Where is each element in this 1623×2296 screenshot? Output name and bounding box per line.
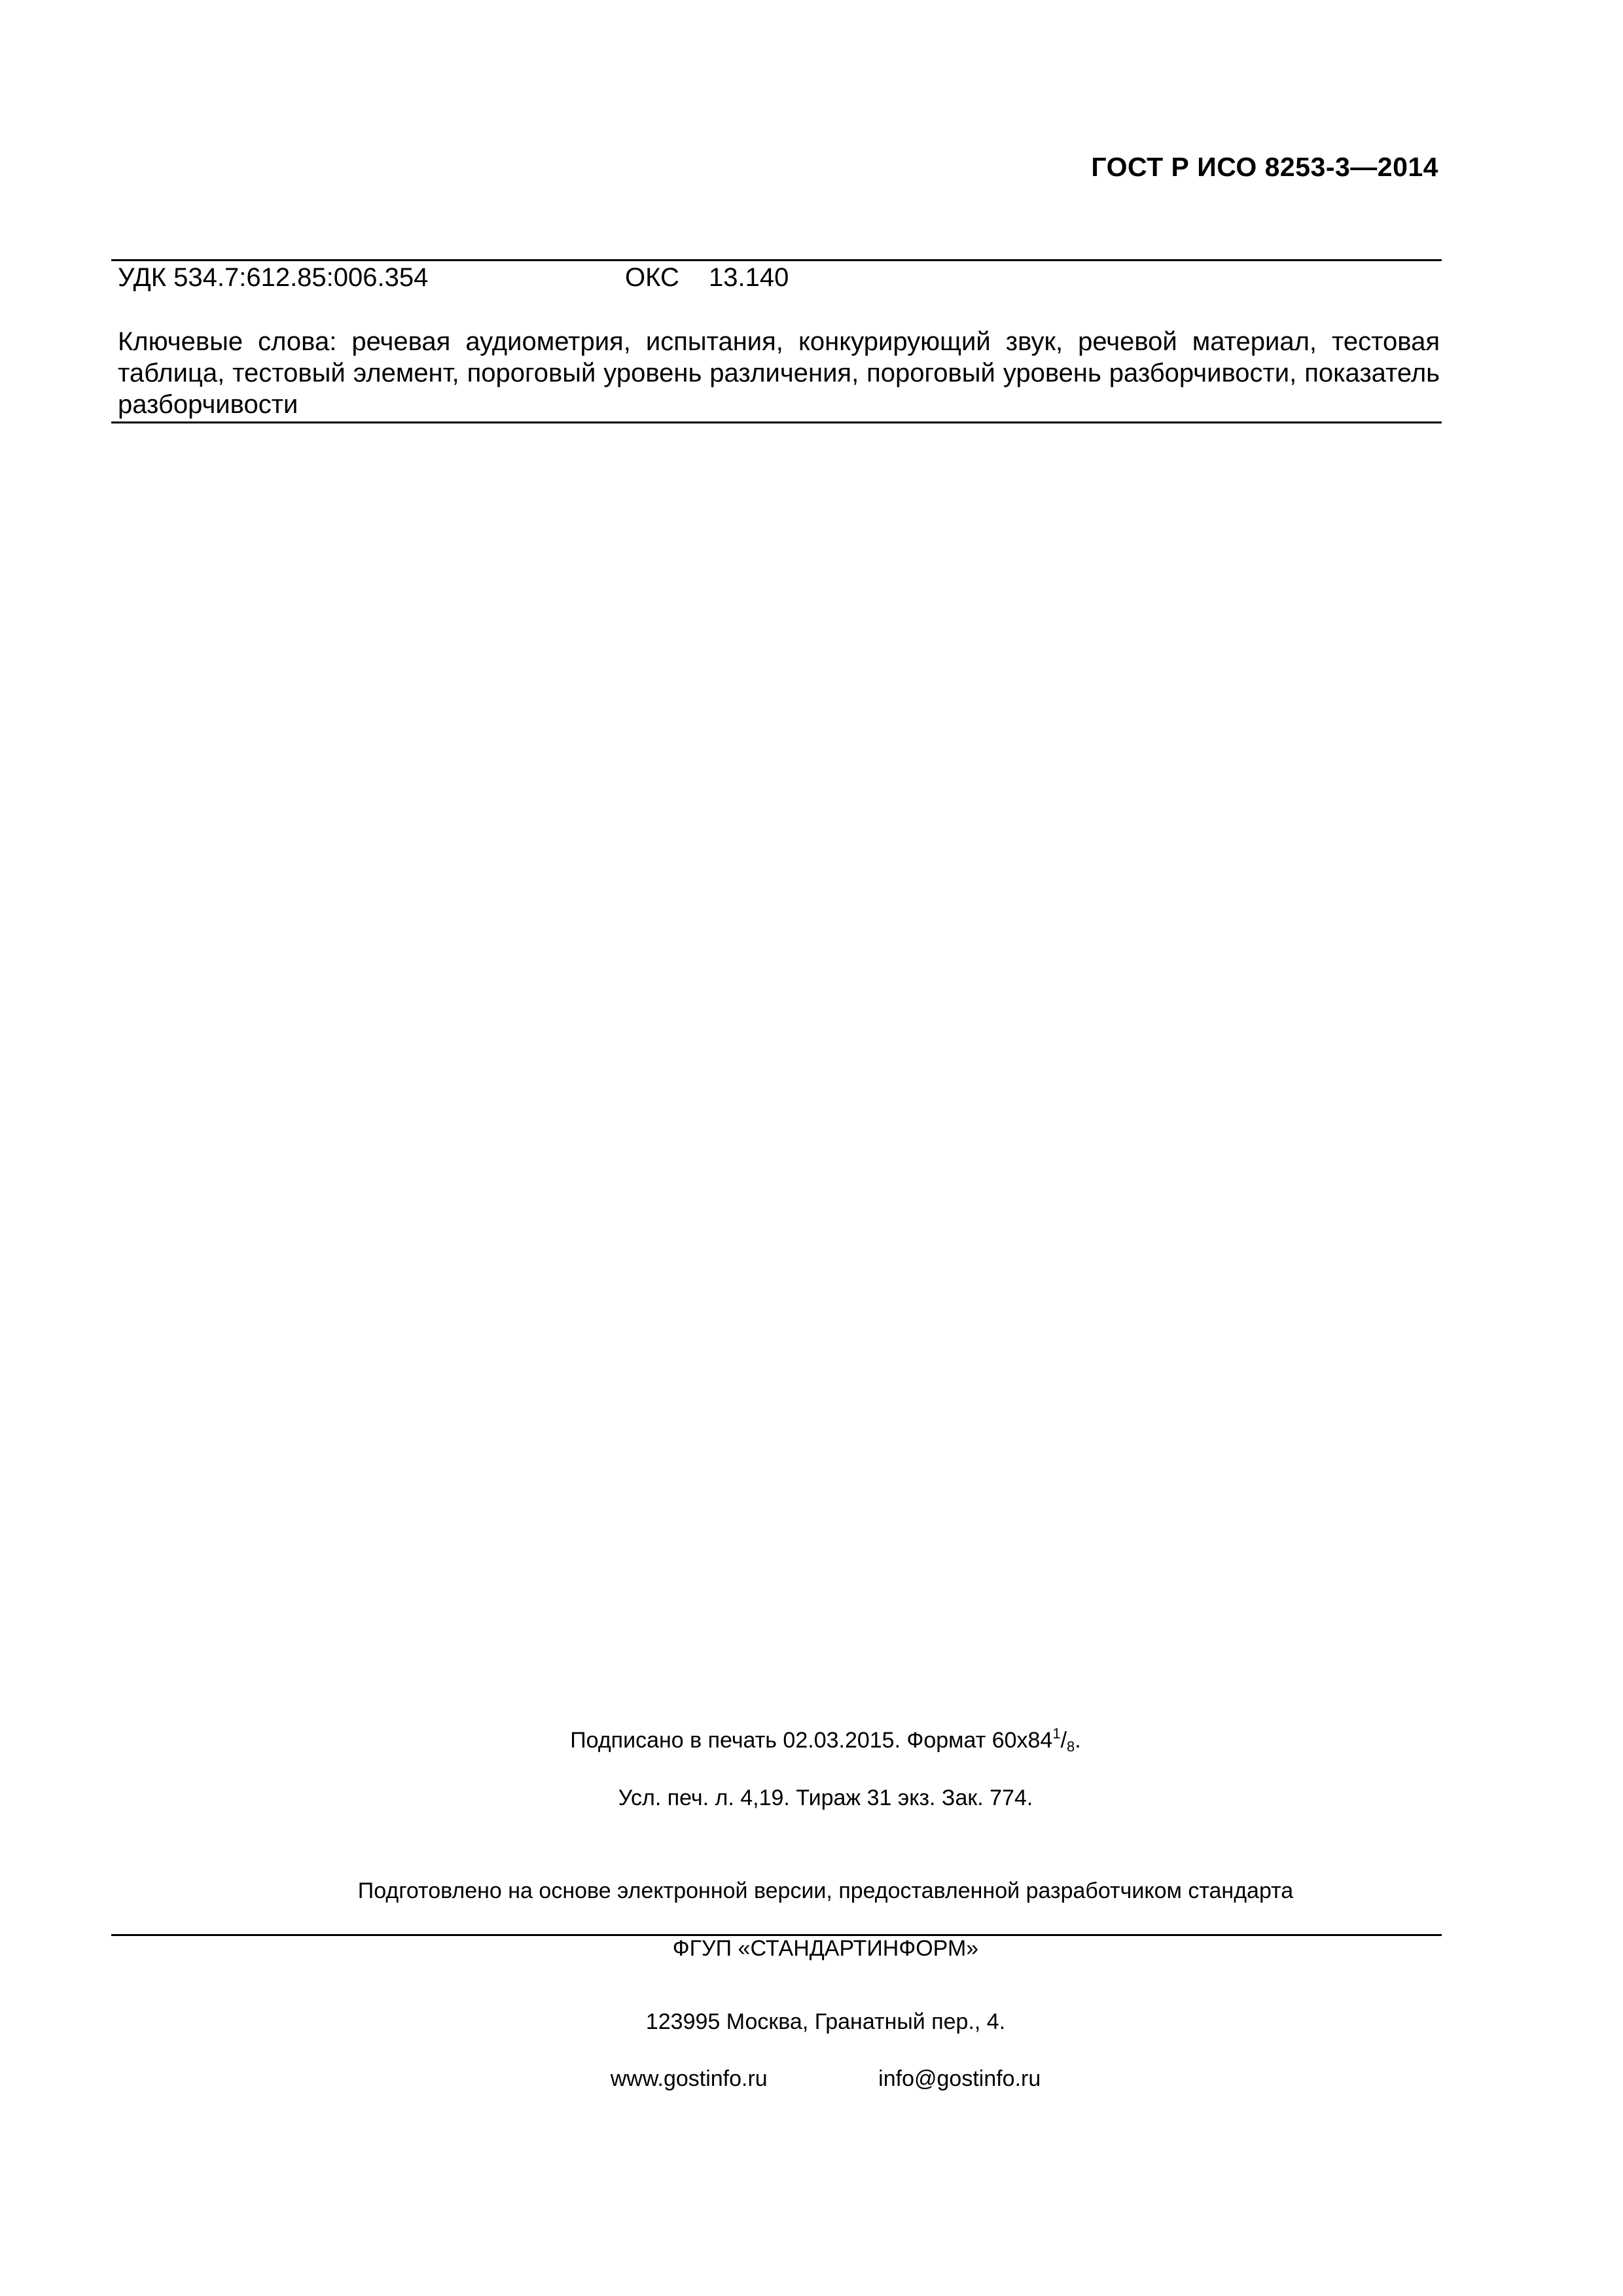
print-info: Усл. печ. л. 4,19. Тираж 31 экз. Зак. 774.: [618, 1785, 1033, 1810]
publisher-name: ФГУП «СТАНДАРТИНФОРМ»: [672, 1936, 979, 1961]
email-link[interactable]: info@gostinfo.ru: [878, 2066, 1041, 2091]
format-subscript: 8: [1067, 1738, 1075, 1755]
format-end: .: [1075, 1728, 1081, 1753]
publisher-contacts: [111, 2066, 1540, 2092]
udk-code: УДК 534.7:612.85:006.354: [118, 263, 429, 292]
keywords-paragraph: Ключевые слова: речевая аудиометрия, испытания, конкурирующий звук, речевой материал, тестовая таблица, тестовый элемент, пороговый уровень различения, пороговый уровень разборчивости, показатель разборчивости: [118, 327, 1440, 419]
document-code: ГОСТ Р ИСО 8253-3—2014: [1091, 152, 1438, 182]
signed-text: Подписано в печать 02.03.2015. Формат 60x84: [570, 1728, 1053, 1753]
format-slash: /: [1060, 1728, 1067, 1753]
oks-code: 13.140: [709, 263, 789, 292]
website-link[interactable]: www.gostinfo.ru: [610, 2066, 768, 2091]
publisher-address: 123995 Москва, Гранатный пер., 4.: [645, 2009, 1006, 2034]
format-superscript: 1: [1052, 1725, 1061, 1742]
top-divider: [111, 259, 1442, 261]
signed-for-print: [111, 1725, 1540, 1755]
oks-label: ОКС: [625, 263, 679, 292]
prepared-note: Подготовлено на основе электронной версии, предоставленной разработчиком стандарта: [357, 1878, 1294, 1903]
keywords-divider: [111, 422, 1442, 423]
